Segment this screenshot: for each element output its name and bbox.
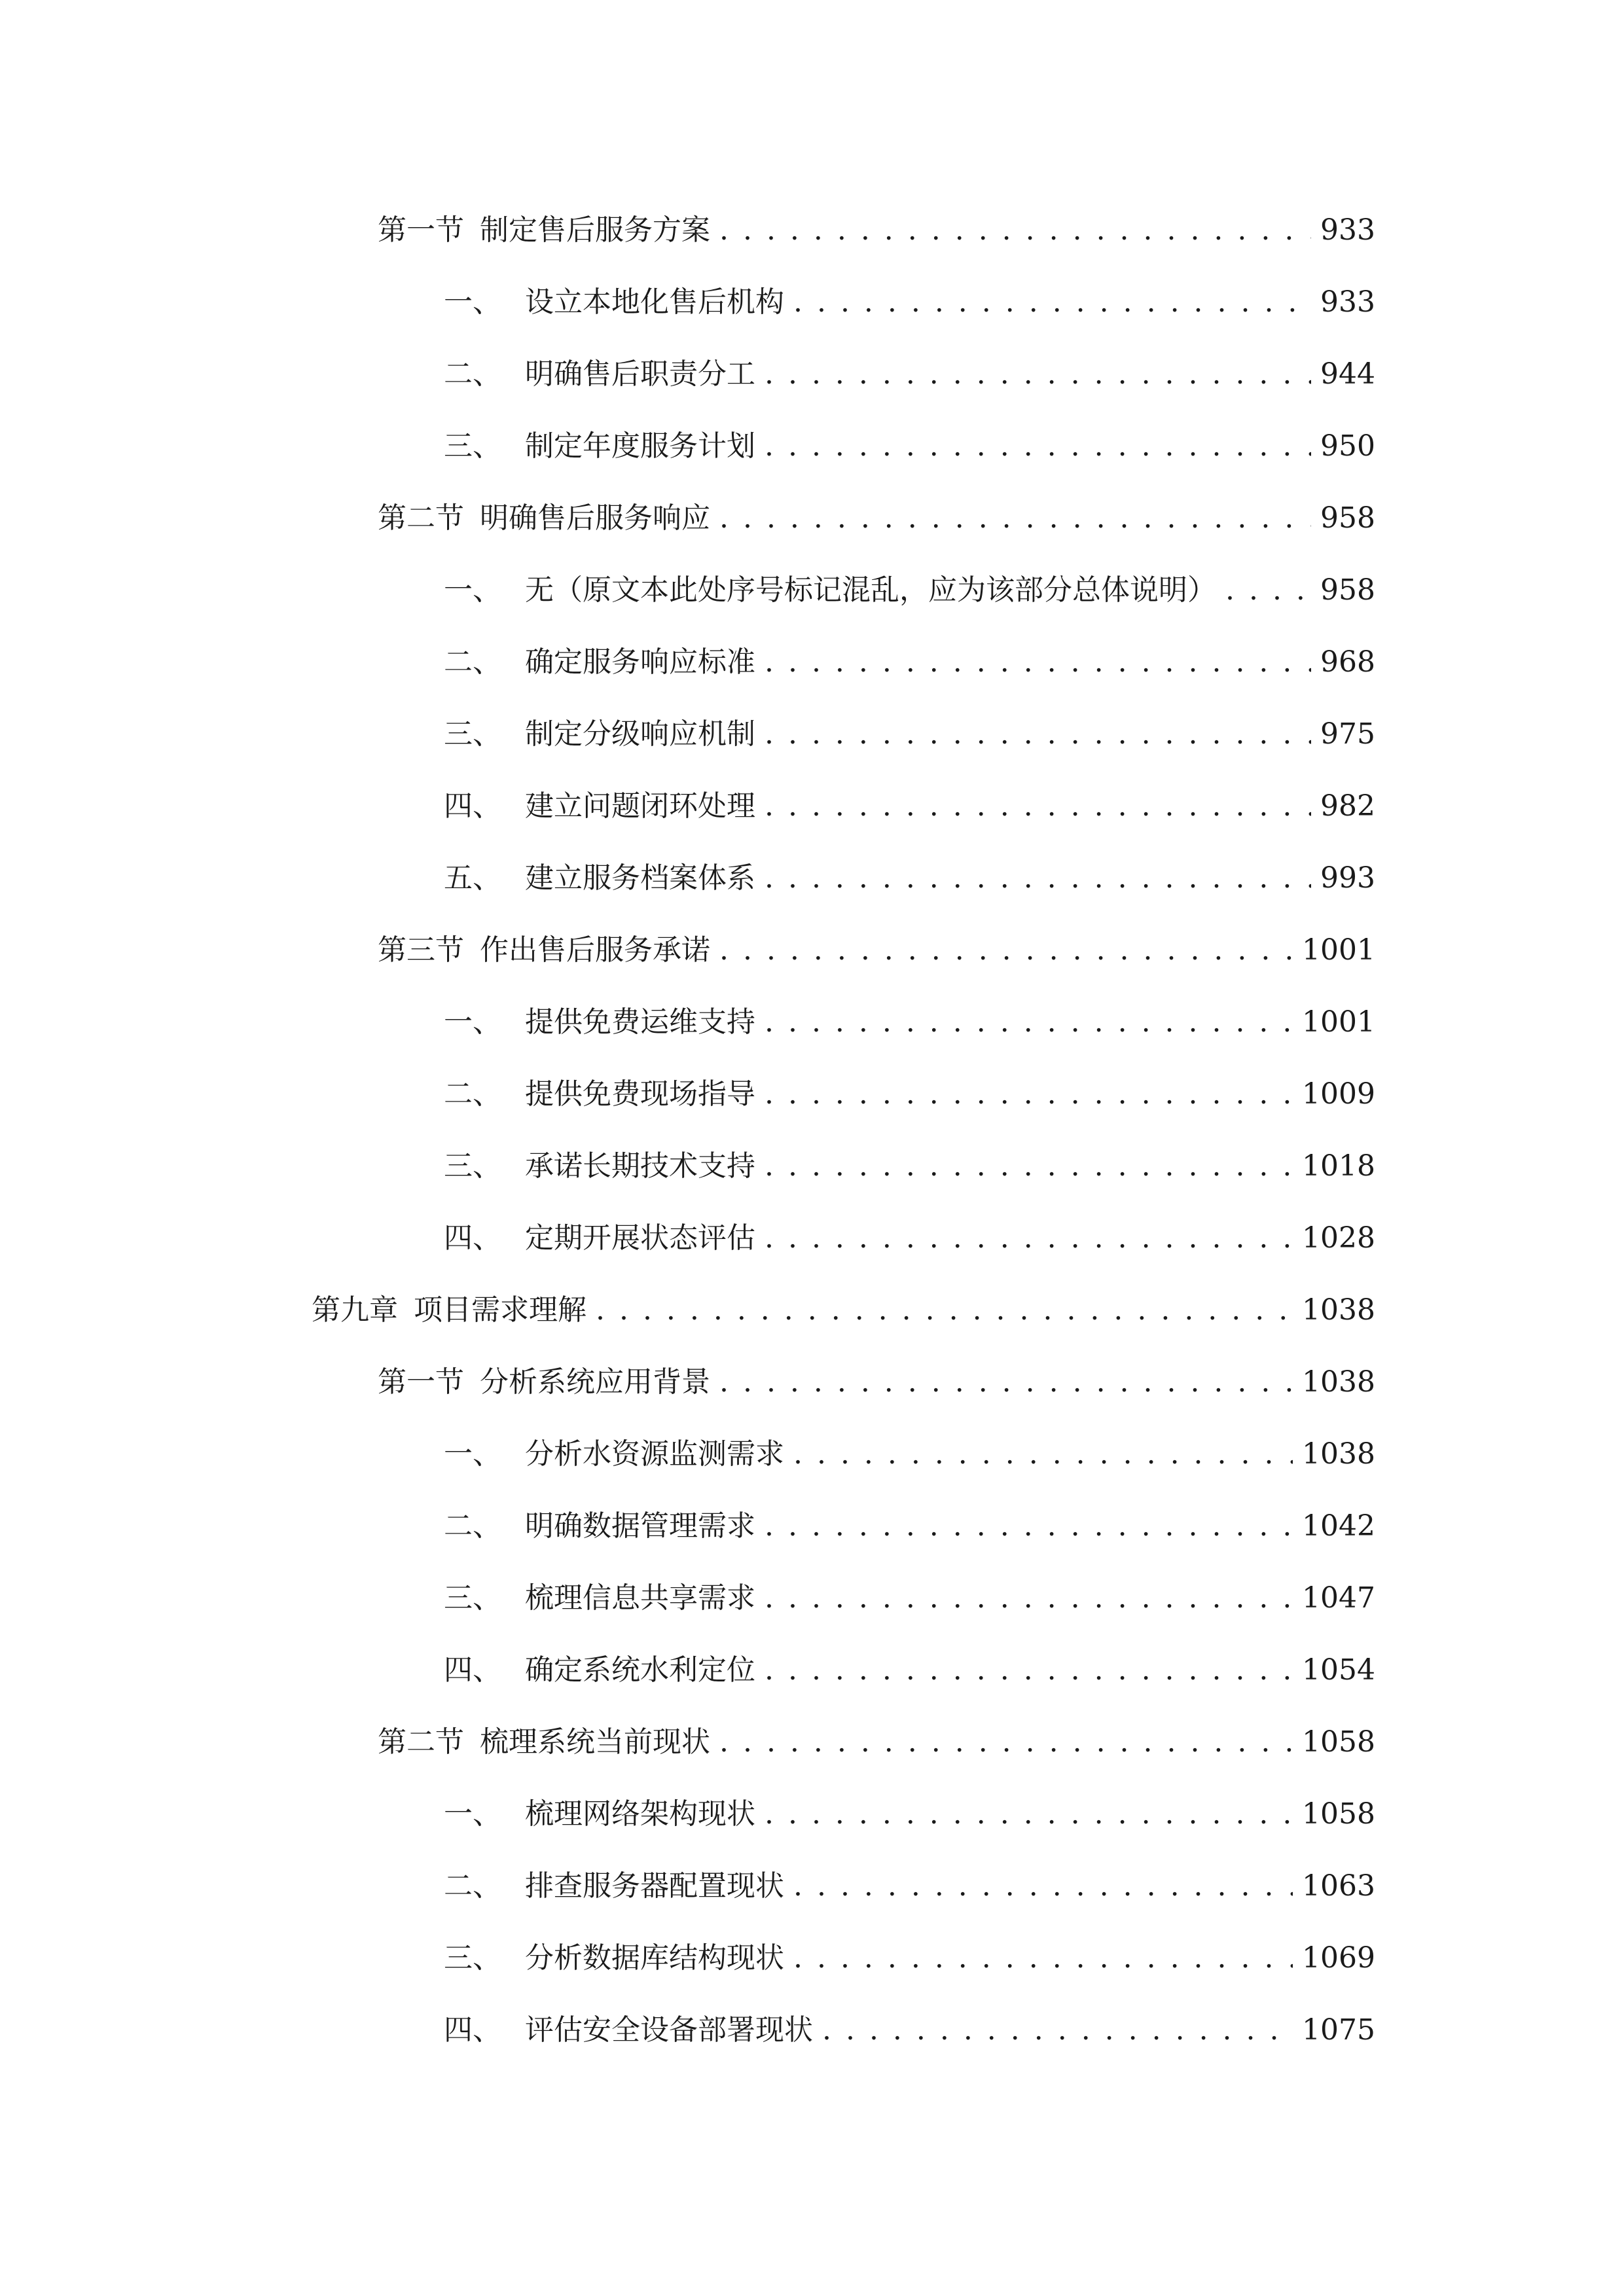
toc-entry[interactable] (378, 914, 1375, 986)
toc-entry-page-number: 968 (1320, 645, 1375, 679)
dot-leader (822, 1994, 1293, 2066)
toc-entry[interactable] (444, 626, 1375, 698)
toc-entry[interactable] (444, 842, 1375, 914)
dot-leader (719, 1346, 1293, 1418)
dot-leader (765, 1634, 1293, 1706)
toc-entry[interactable] (444, 1490, 1375, 1562)
toc-entry-page-number: 1047 (1302, 1581, 1375, 1615)
dot-leader (719, 482, 1311, 554)
toc-entry[interactable] (444, 1202, 1375, 1274)
toc-entry[interactable] (378, 194, 1375, 266)
toc-entry-page-number: 1038 (1302, 1365, 1375, 1399)
dot-leader (765, 698, 1311, 770)
toc-entry-page-number: 975 (1320, 717, 1375, 751)
toc-entry-page-number: 933 (1320, 213, 1375, 247)
toc-entry-page-number: 1058 (1302, 1797, 1375, 1831)
toc-entry[interactable] (444, 1994, 1375, 2066)
toc-entry-number: 第三节 (378, 933, 464, 967)
toc-entry-page-number: 1018 (1302, 1149, 1375, 1183)
toc-entry-number: 三、 (444, 717, 501, 751)
toc-entry-page-number: 950 (1320, 429, 1375, 463)
toc-entry-title: 确定服务响应标准 (525, 645, 755, 679)
toc-entry[interactable] (312, 1274, 1375, 1346)
toc-entry-page-number: 1001 (1302, 933, 1375, 967)
toc-entry-page-number: 1028 (1302, 1221, 1375, 1255)
toc-entry-title: 项目需求理解 (414, 1293, 586, 1327)
dot-leader (793, 1850, 1293, 1922)
toc-entry-title: 梳理信息共享需求 (525, 1581, 755, 1615)
dot-leader (765, 1058, 1293, 1130)
dot-leader (719, 194, 1311, 266)
toc-entry-page-number: 982 (1320, 789, 1375, 823)
toc-entry-title: 分析水资源监测需求 (525, 1437, 784, 1471)
toc-entry-number: 一、 (444, 285, 501, 319)
toc-entry-title: 建立服务档案体系 (525, 861, 755, 895)
toc-entry[interactable] (444, 554, 1375, 626)
toc-entry-title: 作出售后服务承诺 (480, 933, 710, 967)
dot-leader (765, 1490, 1293, 1562)
dot-leader (719, 1706, 1293, 1778)
toc-entry-number: 三、 (444, 1581, 501, 1615)
dot-leader (765, 1778, 1293, 1850)
toc-entry[interactable] (444, 698, 1375, 770)
toc-entry-page-number: 1001 (1302, 1005, 1375, 1039)
dot-leader (765, 410, 1311, 482)
dot-leader (793, 1418, 1293, 1490)
toc-entry[interactable] (378, 482, 1375, 554)
dot-leader (765, 1202, 1293, 1274)
toc-entry-title: 设立本地化售后机构 (525, 285, 784, 319)
toc-entry-number: 二、 (444, 357, 501, 391)
dot-leader (765, 626, 1311, 698)
dot-leader (1225, 554, 1311, 626)
toc-entry-title: 梳理网络架构现状 (525, 1797, 755, 1831)
toc-entry-number: 四、 (444, 2013, 501, 2047)
toc-entry[interactable] (444, 1634, 1375, 1706)
toc-entry-page-number: 1009 (1302, 1077, 1375, 1111)
toc-entry[interactable] (444, 1562, 1375, 1634)
toc-entry-number: 二、 (444, 1509, 501, 1543)
toc-entry-page-number: 1069 (1302, 1941, 1375, 1975)
toc-entry-page-number: 1058 (1302, 1725, 1375, 1759)
toc-entry-title: 评估安全设备部署现状 (525, 2013, 813, 2047)
dot-leader (793, 266, 1311, 338)
toc-entry-page-number: 1038 (1302, 1293, 1375, 1327)
dot-leader (765, 1562, 1293, 1634)
toc-entry-number: 三、 (444, 1941, 501, 1975)
toc-entry[interactable] (378, 1706, 1375, 1778)
toc-entry-title: 建立问题闭环处理 (525, 789, 755, 823)
toc-entry[interactable] (444, 1130, 1375, 1202)
toc-entry-number: 第二节 (378, 501, 464, 535)
toc-entry[interactable] (444, 986, 1375, 1058)
toc-entry[interactable] (444, 1418, 1375, 1490)
toc-entry-number: 一、 (444, 1437, 501, 1471)
toc-entry-page-number: 1054 (1302, 1653, 1375, 1687)
toc-entry-title: 无（原文本此处序号标记混乱，应为该部分总体说明） (525, 573, 1216, 607)
toc-entry-number: 第一节 (378, 213, 464, 247)
toc-entry-page-number: 933 (1320, 285, 1375, 319)
toc-entry[interactable] (378, 1346, 1375, 1418)
toc-entry-title: 提供免费现场指导 (525, 1077, 755, 1111)
toc-entry-title: 分析数据库结构现状 (525, 1941, 784, 1975)
toc-entry[interactable] (444, 266, 1375, 338)
toc-entry-title: 确定系统水利定位 (525, 1653, 755, 1687)
toc-entry-title: 制定售后服务方案 (480, 213, 710, 247)
toc-entry-title: 明确售后职责分工 (525, 357, 755, 391)
toc-entry-number: 五、 (444, 861, 501, 895)
toc-entry[interactable] (444, 770, 1375, 842)
toc-entry-title: 提供免费运维支持 (525, 1005, 755, 1039)
dot-leader (719, 914, 1293, 986)
toc-entry-number: 一、 (444, 573, 501, 607)
toc-entry[interactable] (444, 410, 1375, 482)
toc-entry-page-number: 1038 (1302, 1437, 1375, 1471)
toc-entry-number: 三、 (444, 429, 501, 463)
toc-entry-number: 四、 (444, 1653, 501, 1687)
dot-leader (765, 986, 1293, 1058)
toc-entry-number: 二、 (444, 1869, 501, 1903)
toc-entry[interactable] (444, 338, 1375, 410)
toc-entry-title: 明确售后服务响应 (480, 501, 710, 535)
dot-leader (765, 338, 1311, 410)
toc-entry-number: 第九章 (312, 1293, 398, 1327)
toc-entry-number: 一、 (444, 1005, 501, 1039)
toc-entry-number: 第一节 (378, 1365, 464, 1399)
toc-entry-number: 四、 (444, 789, 501, 823)
dot-leader (765, 770, 1311, 842)
toc-entry-page-number: 944 (1320, 357, 1375, 391)
toc-entry-page-number: 958 (1320, 501, 1375, 535)
toc-entry-page-number: 1042 (1302, 1509, 1375, 1543)
toc-entry[interactable] (444, 1850, 1375, 1922)
toc-entry-number: 四、 (444, 1221, 501, 1255)
toc-entry-title: 明确数据管理需求 (525, 1509, 755, 1543)
dot-leader (765, 1130, 1293, 1202)
toc-entry-page-number: 1075 (1302, 2013, 1375, 2047)
toc-entry[interactable] (444, 1922, 1375, 1994)
toc-entry-page-number: 958 (1320, 573, 1375, 607)
toc-entry-number: 二、 (444, 645, 501, 679)
dot-leader (596, 1274, 1293, 1346)
toc-entry-title: 承诺长期技术支持 (525, 1149, 755, 1183)
toc-entry-number: 二、 (444, 1077, 501, 1111)
toc-entry-number: 第二节 (378, 1725, 464, 1759)
toc-entry-title: 排查服务器配置现状 (525, 1869, 784, 1903)
toc-entry-title: 制定年度服务计划 (525, 429, 755, 463)
toc-entry-title: 定期开展状态评估 (525, 1221, 755, 1255)
toc-entry-number: 三、 (444, 1149, 501, 1183)
dot-leader (765, 842, 1311, 914)
toc-entry-page-number: 993 (1320, 861, 1375, 895)
toc-entry-title: 分析系统应用背景 (480, 1365, 710, 1399)
toc-entry[interactable] (444, 1058, 1375, 1130)
dot-leader (793, 1922, 1293, 1994)
toc-entry-title: 梳理系统当前现状 (480, 1725, 710, 1759)
toc-entry-page-number: 1063 (1302, 1869, 1375, 1903)
toc-entry-number: 一、 (444, 1797, 501, 1831)
toc-entry[interactable] (444, 1778, 1375, 1850)
toc-entry-title: 制定分级响应机制 (525, 717, 755, 751)
